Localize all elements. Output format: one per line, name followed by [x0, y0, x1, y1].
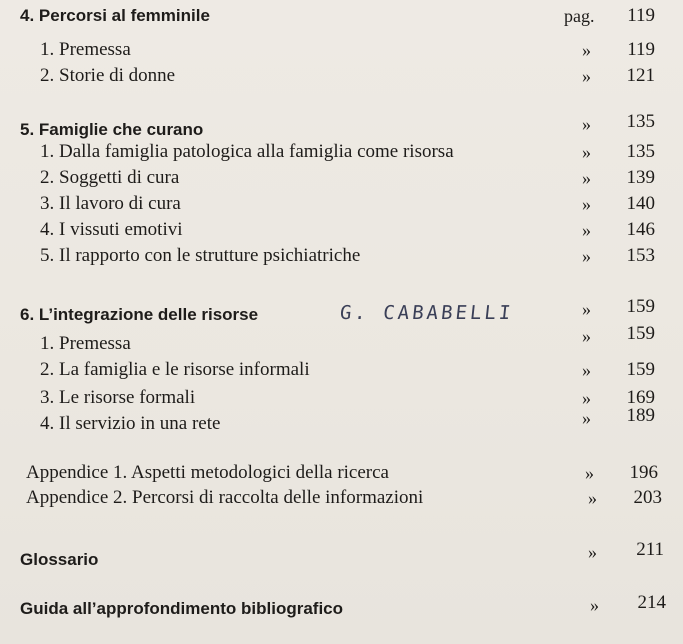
- ditto-mark: »: [582, 326, 591, 346]
- toc-entry: [0, 405, 683, 436]
- section-title: 4. Percorsi al femminile: [20, 6, 210, 25]
- page-number: 135: [626, 111, 655, 132]
- page-number: 196: [629, 462, 658, 483]
- entry-title: 1. Premessa: [40, 39, 131, 60]
- page-number: 169: [626, 387, 655, 408]
- appendix-2-row: [0, 486, 683, 510]
- toc-entry: [0, 166, 683, 190]
- toc-entry: [0, 218, 683, 242]
- toc-entry: [0, 358, 683, 382]
- entry-title: 5. Il rapporto con le strutture psichiatriche: [40, 245, 361, 266]
- ditto-mark: »: [582, 246, 591, 266]
- page-number: 139: [626, 167, 655, 188]
- page-number: 153: [626, 245, 655, 266]
- section-title: 5. Famiglie che curano: [20, 120, 204, 139]
- glossary-title: Glossario: [20, 550, 99, 569]
- toc-entry: [0, 386, 683, 410]
- toc-entry: [0, 323, 683, 356]
- toc-entry: [0, 192, 683, 216]
- ditto-mark: »: [582, 194, 591, 214]
- appendix-title: Appendice 1. Aspetti metodologici della ricerca: [26, 462, 389, 483]
- section-4-row: [0, 4, 683, 28]
- section-title: 6. L’integrazione delle risorse: [20, 305, 259, 324]
- toc-entry: [0, 64, 683, 88]
- entry-title: 4. I vissuti emotivi: [40, 219, 183, 240]
- page-number: 159: [626, 323, 655, 344]
- ditto-mark: »: [582, 168, 591, 188]
- appendix-1-row: [0, 461, 683, 485]
- ditto-mark: »: [588, 542, 597, 562]
- ditto-mark: »: [585, 463, 594, 483]
- toc-entry: [0, 140, 683, 164]
- ditto-mark: »: [582, 388, 591, 408]
- guide-title: Guida all’approfondimento bibliografico: [20, 599, 343, 618]
- page-number: 211: [636, 539, 664, 560]
- entry-title: 1. Dalla famiglia patologica alla famiglia come risorsa: [40, 141, 454, 162]
- ditto-mark: »: [588, 488, 597, 508]
- page-number: 203: [633, 487, 662, 508]
- page-number: 159: [626, 296, 655, 317]
- entry-title: 2. Soggetti di cura: [40, 167, 180, 188]
- ditto-mark: »: [582, 40, 591, 60]
- page-number: 146: [626, 219, 655, 240]
- glossary-row: [0, 539, 683, 572]
- page-label: pag.: [564, 6, 595, 26]
- ditto-mark: »: [582, 220, 591, 240]
- entry-title: 2. La famiglia e le risorse informali: [40, 359, 310, 380]
- entry-title: 4. Il servizio in una rete: [40, 413, 221, 434]
- entry-title: 3. Il lavoro di cura: [40, 193, 181, 214]
- ditto-mark: »: [590, 595, 599, 615]
- entry-title: 1. Premessa: [40, 333, 131, 354]
- page-number: 140: [626, 193, 655, 214]
- entry-title: 3. Le risorse formali: [40, 387, 196, 408]
- toc-entry: [0, 38, 683, 62]
- page-number: 135: [626, 141, 655, 162]
- page-number: 189: [626, 405, 655, 426]
- appendix-title: Appendice 2. Percorsi di raccolta delle informazioni: [26, 487, 424, 508]
- ditto-mark: »: [582, 66, 591, 86]
- ditto-mark: »: [582, 408, 591, 428]
- page-number: 121: [626, 65, 655, 86]
- entry-title: 2. Storie di donne: [40, 65, 176, 86]
- section-5-row: [0, 111, 683, 142]
- page-number: 159: [626, 359, 655, 380]
- ditto-mark: »: [582, 114, 591, 134]
- ditto-mark: »: [582, 142, 591, 162]
- ditto-mark: »: [582, 299, 591, 319]
- guide-row: [0, 592, 683, 621]
- page-number: 119: [627, 5, 655, 26]
- page-number: 119: [627, 39, 655, 60]
- toc-entry: [0, 244, 683, 268]
- page-number: 214: [637, 592, 666, 613]
- handwritten-signature: G. CABABELLI: [338, 302, 515, 324]
- ditto-mark: »: [582, 360, 591, 380]
